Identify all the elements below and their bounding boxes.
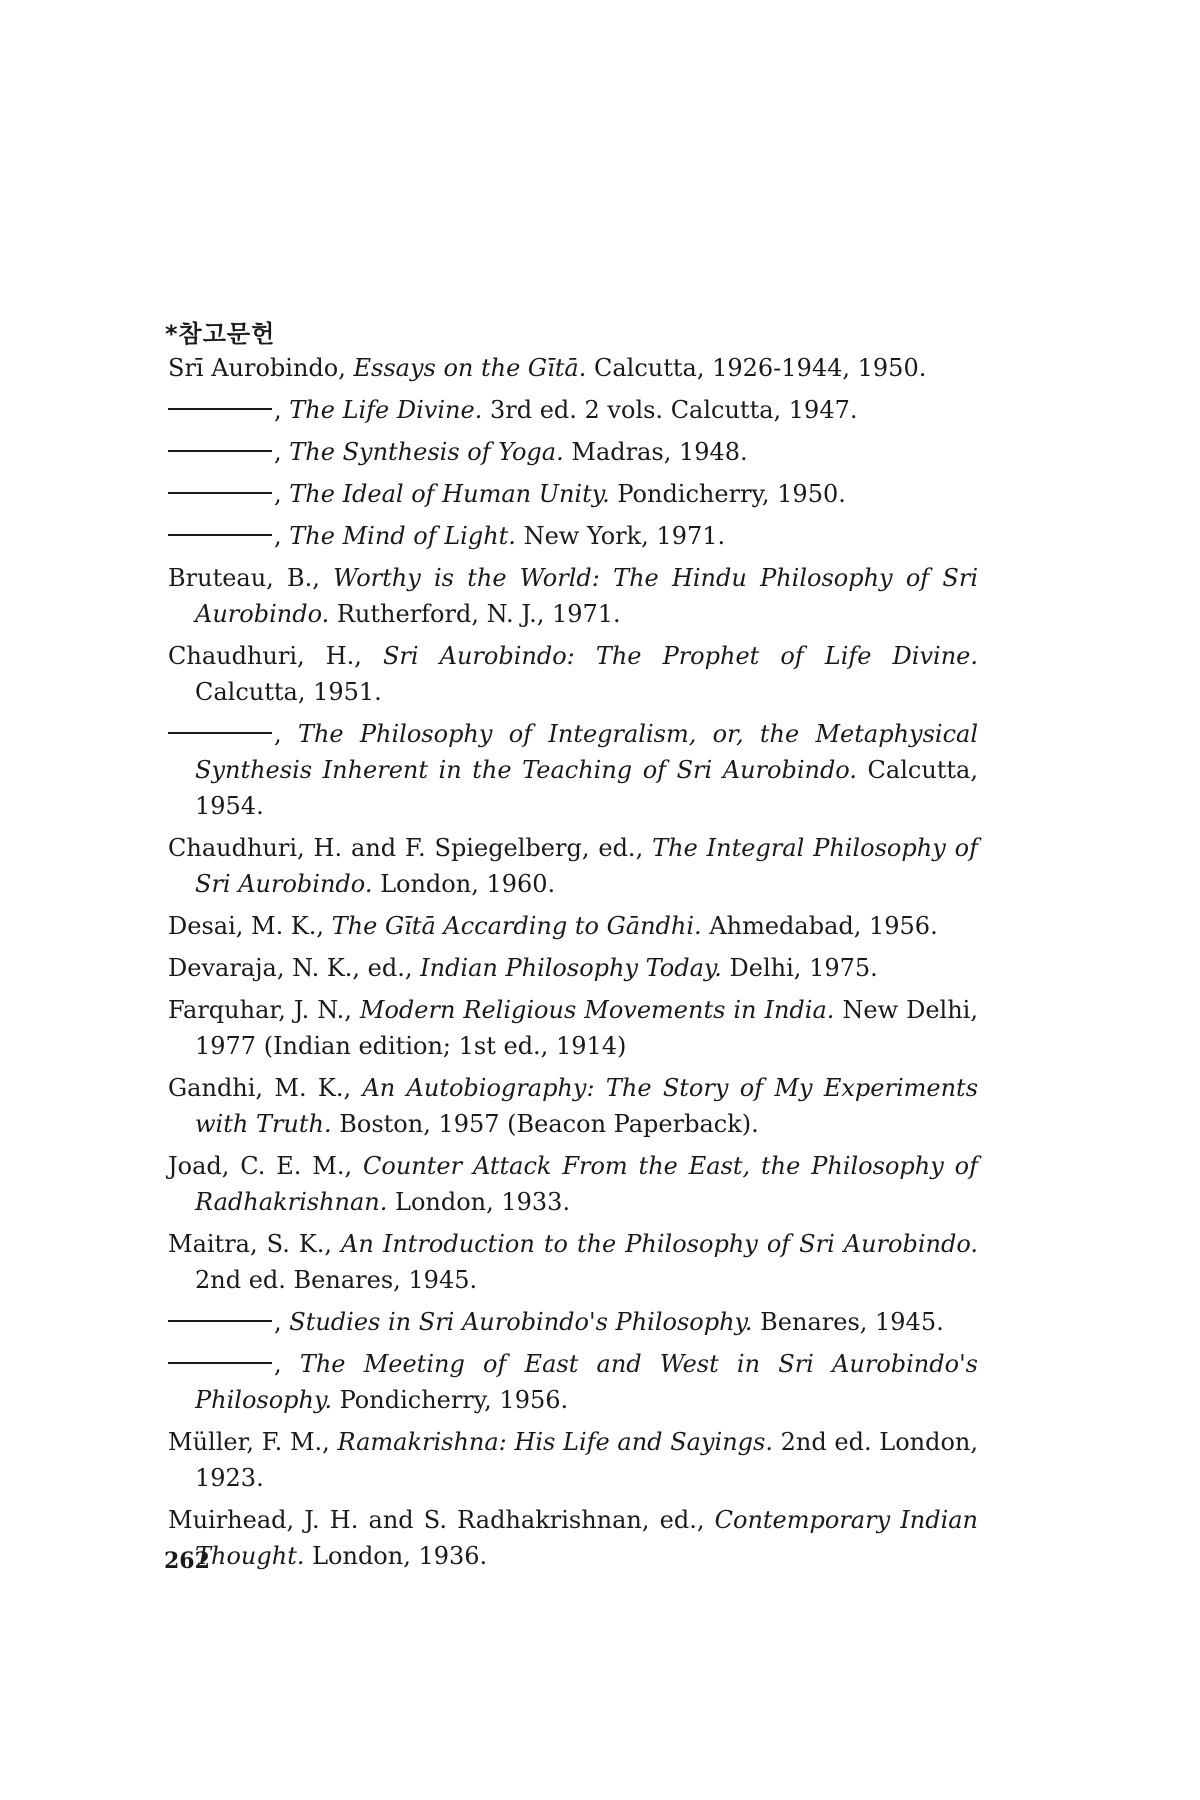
- entry-author: Desai, M. K.,: [168, 912, 332, 940]
- bibliography-entry: [168, 830, 978, 902]
- entry-publication: New Delhi, 1977 (Indian edition; 1st ed., 1914): [195, 996, 978, 1060]
- entry-publication: London, 1960.: [372, 870, 556, 898]
- entry-publication: Ahmedabad, 1956.: [701, 912, 938, 940]
- bibliography-entry: [168, 1148, 978, 1220]
- bibliography-list: [168, 350, 978, 1580]
- entry-title: Essays on the Gītā.: [353, 354, 587, 382]
- entry-publication: Calcutta, 1954.: [195, 756, 978, 820]
- entry-title: Sri Aurobindo: The Prophet of Life Divine.: [382, 642, 978, 670]
- bibliography-entry: [168, 908, 978, 944]
- entry-author: ,: [274, 1350, 300, 1378]
- entry-publication: Calcutta, 1951.: [195, 678, 382, 706]
- bibliography-entry: [168, 392, 978, 428]
- bibliography-entry: [168, 950, 978, 986]
- bibliography-entry: [168, 476, 978, 512]
- ditto-dash: [168, 408, 272, 410]
- entry-title: Worthy is the World: The Hindu Philosophy of Sri Aurobindo.: [195, 564, 978, 628]
- entry-title: Studies in Sri Aurobindo's Philosophy.: [289, 1308, 753, 1336]
- entry-title: The Life Divine.: [289, 396, 483, 424]
- entry-title: An Introduction to the Philosophy of Sri Aurobindo.: [341, 1230, 978, 1258]
- entry-publication: Delhi, 1975.: [721, 954, 878, 982]
- entry-publication: Pondicherry, 1950.: [609, 480, 846, 508]
- bibliography-heading: *참고문헌: [165, 320, 276, 348]
- entry-title: The Synthesis of Yoga.: [289, 438, 564, 466]
- entry-title: Indian Philosophy Today.: [420, 954, 722, 982]
- entry-publication: Madras, 1948.: [563, 438, 748, 466]
- bibliography-entry: [168, 350, 978, 386]
- bibliography-entry: [168, 1304, 978, 1340]
- entry-publication: Boston, 1957 (Beacon Paperback).: [331, 1110, 759, 1138]
- bibliography-entry: [168, 638, 978, 710]
- entry-author: Srī Aurobindo,: [168, 354, 354, 382]
- bibliography-entry: [168, 1424, 978, 1496]
- entry-author: ,: [274, 1308, 290, 1336]
- entry-title: The Meeting of East and West in Sri Aurobindo's Philosophy.: [195, 1350, 978, 1414]
- ditto-dash: [168, 1320, 272, 1322]
- bibliography-entry: [168, 716, 978, 824]
- entry-author: Chaudhuri, H. and F. Spiegelberg, ed.,: [168, 834, 653, 862]
- entry-publication: 2nd ed. London, 1923.: [195, 1428, 979, 1492]
- bibliography-entry: [168, 992, 978, 1064]
- entry-author: Bruteau, B.,: [168, 564, 334, 592]
- entry-author: Gandhi, M. K.,: [168, 1074, 363, 1102]
- entry-publication: 2nd ed. Benares, 1945.: [195, 1266, 478, 1294]
- entry-author: Devaraja, N. K., ed.,: [168, 954, 421, 982]
- ditto-dash: [168, 450, 272, 452]
- entry-publication: Benares, 1945.: [752, 1308, 944, 1336]
- entry-author: ,: [274, 480, 290, 508]
- entry-author: Farquhar, J. N.,: [168, 996, 360, 1024]
- ditto-dash: [168, 534, 272, 536]
- entry-publication: Rutherford, N. J., 1971.: [329, 600, 621, 628]
- entry-title: An Autobiography: The Story of My Experiments with Truth.: [195, 1074, 979, 1138]
- entry-publication: London, 1933.: [387, 1188, 571, 1216]
- ditto-dash: [168, 732, 272, 734]
- entry-publication: Pondicherry, 1956.: [332, 1386, 569, 1414]
- entry-author: ,: [274, 522, 290, 550]
- entry-publication: New York, 1971.: [515, 522, 726, 550]
- ditto-dash: [168, 492, 272, 494]
- entry-author: ,: [274, 396, 290, 424]
- entry-title: Counter Attack From the East, the Philosophy of Radhakrishnan.: [195, 1152, 978, 1216]
- bibliography-entry: [168, 1346, 978, 1418]
- entry-publication: Calcutta, 1926-1944, 1950.: [586, 354, 927, 382]
- entry-title: Ramakrishna: His Life and Sayings.: [337, 1428, 773, 1456]
- bibliography-entry: [168, 560, 978, 632]
- entry-author: Joad, C. E. M.,: [168, 1152, 364, 1180]
- bibliography-entry: [168, 1070, 978, 1142]
- page-number: 262: [164, 1548, 210, 1574]
- bibliography-entry: [168, 1226, 978, 1298]
- entry-title: The Philosophy of Integralism, or, the Metaphysical Synthesis Inherent in the Teaching of Sri Aurobindo.: [195, 720, 978, 784]
- entry-author: ,: [274, 720, 298, 748]
- entry-title: Modern Religious Movements in India.: [359, 996, 835, 1024]
- entry-author: Müller, F. M.,: [168, 1428, 338, 1456]
- entry-author: ,: [274, 438, 290, 466]
- entry-title: The Ideal of Human Unity.: [289, 480, 610, 508]
- entry-author: Maitra, S. K.,: [168, 1230, 342, 1258]
- entry-publication: London, 1936.: [304, 1542, 488, 1570]
- bibliography-entry: [168, 434, 978, 470]
- entry-title: The Integral Philosophy of Sri Aurobindo.: [195, 834, 978, 898]
- entry-author: Muirhead, J. H. and S. Radhakrishnan, ed.,: [168, 1506, 715, 1534]
- entry-author: Chaudhuri, H.,: [168, 642, 383, 670]
- entry-title: The Mind of Light.: [289, 522, 516, 550]
- entry-publication: 3rd ed. 2 vols. Calcutta, 1947.: [482, 396, 858, 424]
- entry-title: The Gītā Accarding to Gāndhi.: [331, 912, 702, 940]
- bibliography-entry: [168, 518, 978, 554]
- ditto-dash: [168, 1362, 272, 1364]
- entry-title: Contemporary Indian Thought.: [195, 1506, 979, 1570]
- bibliography-entry: [168, 1502, 978, 1574]
